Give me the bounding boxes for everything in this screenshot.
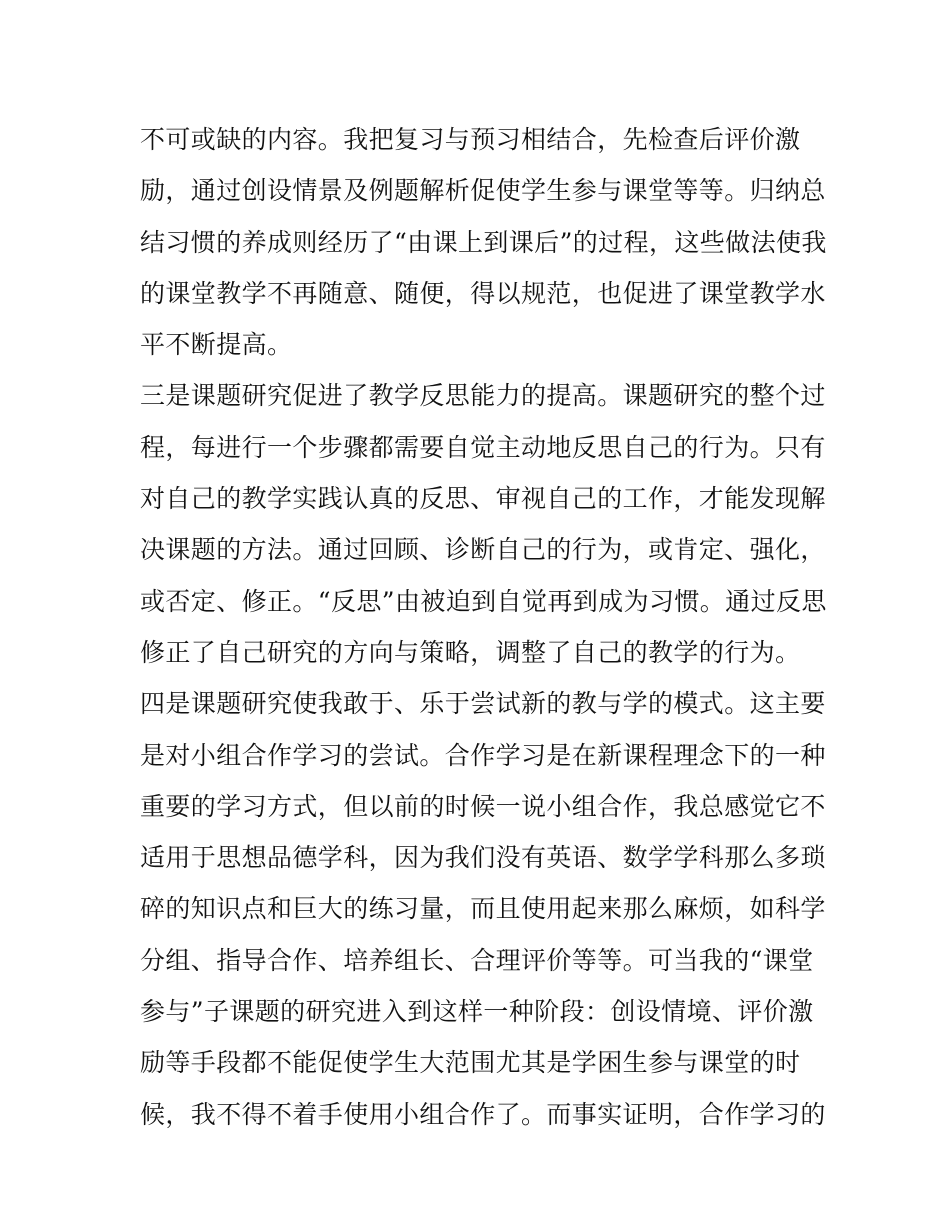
text-line: 候，我不得不着手使用小组合作了。而事实证明，合作学习的 xyxy=(140,1099,826,1129)
text-line: 结习惯的养成则经历了“由课上到课后”的过程，这些做法使我 xyxy=(140,227,827,257)
text-line: 平不断提高。 xyxy=(140,330,293,360)
text-line: 三是课题研究促进了教学反思能力的提高。课题研究的整个过 xyxy=(140,381,826,411)
text-line: 碎的知识点和巨大的练习量，而且使用起来那么麻烦，如科学 xyxy=(140,894,826,924)
text-line: 是对小组合作学习的尝试。合作学习是在新课程理念下的一种 xyxy=(140,740,826,770)
text-line: 修正了自己研究的方向与策略，调整了自己的教学的行为。 xyxy=(140,637,801,667)
text-line: 对自己的教学实践认真的反思、审视自己的工作，才能发现解 xyxy=(140,484,826,514)
text-line: 不可或缺的内容。我把复习与预习相结合，先检查后评价激 xyxy=(140,125,801,154)
text-line: 分组、指导合作、培养组长、合理评价等等。可当我的“课堂 xyxy=(140,945,814,975)
text-line: 励等手段都不能促使学生大范围尤其是学困生参与课堂的时 xyxy=(140,1048,801,1078)
text-line: 程，每进行一个步骤都需要自觉主动地反思自己的行为。只有 xyxy=(140,432,826,462)
text-line: 四是课题研究使我敢于、乐于尝试新的教与学的模式。这主要 xyxy=(140,689,826,719)
body-text xyxy=(140,114,827,1140)
text-line: 决课题的方法。通过回顾、诊断自己的行为，或肯定、强化， xyxy=(140,535,826,565)
text-line: 适用于思想品德学科，因为我们没有英语、数学学科那么多琐 xyxy=(140,843,826,873)
text-line: 参与”子课题的研究进入到这样一种阶段：创设情境、评价激 xyxy=(140,997,814,1027)
text-line: 重要的学习方式，但以前的时候一说小组合作，我总感觉它不 xyxy=(140,791,826,821)
text-line: 励，通过创设情景及例题解析促使学生参与课堂等等。归纳总 xyxy=(140,176,826,206)
text-line: 或否定、修正。“反思”由被迫到自觉再到成为习惯。通过反思 xyxy=(140,586,827,616)
text-line: 的课堂教学不再随意、随便，得以规范，也促进了课堂教学水 xyxy=(140,278,826,308)
